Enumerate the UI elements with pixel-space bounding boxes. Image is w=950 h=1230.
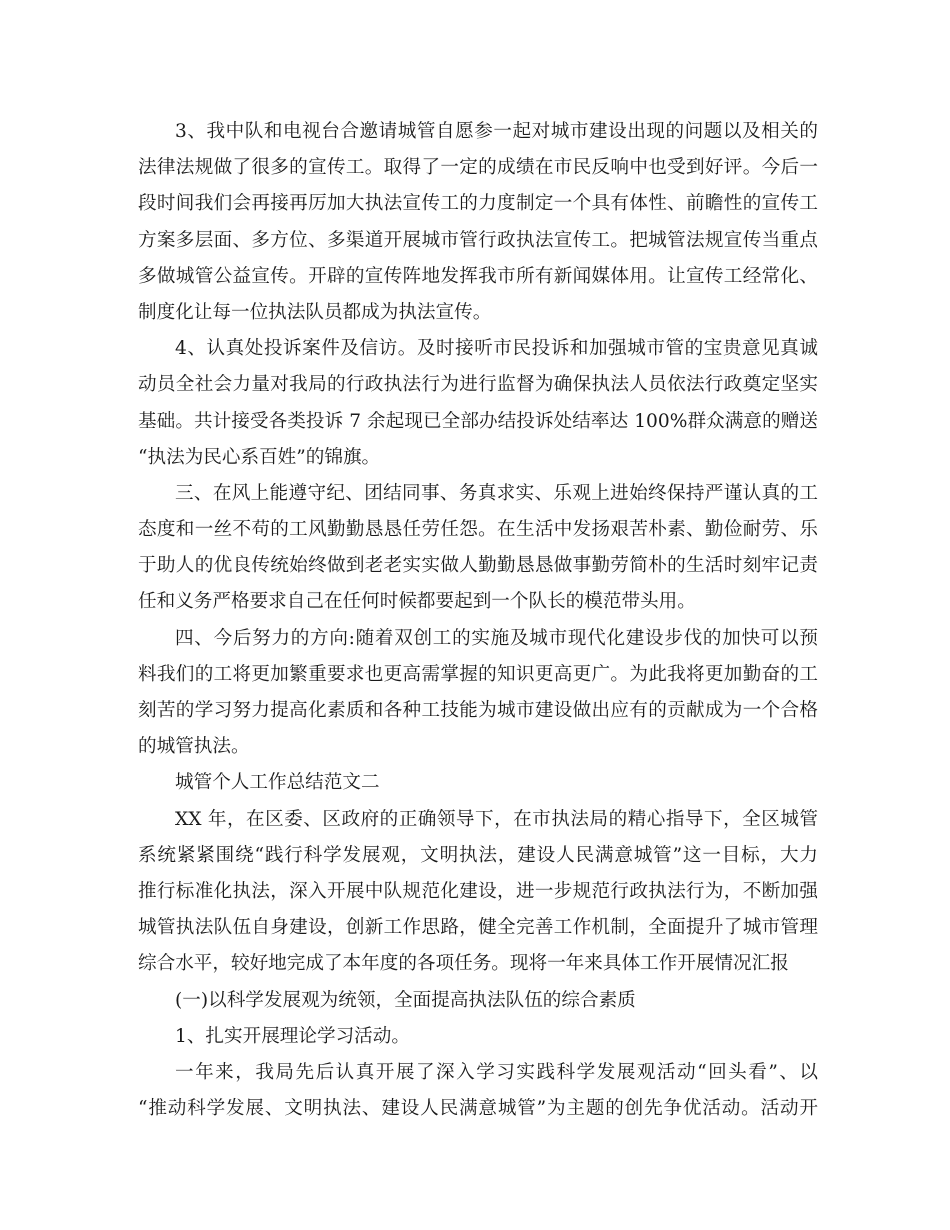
- text-line: 综合水平，较好地完成了本年度的各项任务。现将一年来具体工作开展情况汇报: [138, 953, 789, 975]
- text-line: 4、认真处投诉案件及信访。及时接听市民投诉和加强城市管的宝贵意见真诚: [175, 338, 818, 360]
- text-line: 城管个人工作总结范文二: [175, 772, 380, 794]
- text-line: 方案多层面、多方位、多渠道开展城市管行政执法宣传工。把城管法规宣传当重点: [138, 229, 818, 251]
- text-line: 态度和一丝不苟的工风勤勤恳恳任劳任怨。在生活中发扬艰苦朴素、勤俭耐劳、乐: [138, 519, 818, 541]
- text-line: XX 年，在区委、区政府的正确领导下，在市执法局的精心指导下，全区城管: [175, 808, 818, 830]
- text-line: 四、今后努力的方向:随着双创工的实施及城市现代化建设步伐的加快可以预: [175, 627, 818, 649]
- text-line: 3、我中队和电视台合邀请城管自愿参一起对城市建设出现的问题以及相关的: [175, 121, 818, 142]
- text-line: (一)以科学发展观为统领，全面提高执法队伍的综合素质: [175, 989, 636, 1011]
- text-line: 段时间我们会再接再厉加大执法宣传工的力度制定一个具有体性、前瞻性的宣传工: [138, 193, 818, 215]
- text-line: 法律法规做了很多的宣传工。取得了一定的成绩在市民反响中也受到好评。今后一: [138, 157, 818, 179]
- text-line: 任和义务严格要求自己在任何时候都要起到一个队长的模范带头用。: [138, 591, 696, 613]
- document-body: [138, 114, 818, 1127]
- text-line: 基础。共计接受各类投诉 7 余起现已全部办结投诉处结率达 100%群众满意的赠送: [138, 410, 818, 432]
- text-line: 动员全社会力量对我局的行政执法行为进行监督为确保执法人员依法行政奠定坚实: [138, 374, 818, 396]
- text-line: 一年来，我局先后认真开展了深入学习实践科学发展观活动“回头看”、以: [175, 1061, 818, 1083]
- text-line: “推动科学发展、文明执法、建设人民满意城管”为主题的创先争优活动。活动开: [138, 1098, 818, 1120]
- text-line: 三、在风上能遵守纪、团结同事、务真求实、乐观上进始终保持严谨认真的工: [175, 482, 818, 504]
- text-line: 刻苦的学习努力提高化素质和各种工技能为城市建设做出应有的贡献成为一个合格: [138, 700, 818, 721]
- text-line: “执法为民心系百姓”的锦旗。: [138, 446, 381, 468]
- text-line: 制度化让每一位执法队员都成为执法宣传。: [138, 301, 492, 323]
- text-line: 1、扎实开展理论学习活动。: [175, 1025, 410, 1047]
- text-line: 系统紧紧围绕“践行科学发展观，文明执法，建设人民满意城管”这一目标，大力: [138, 844, 818, 866]
- text-line: 推行标准化执法，深入开展中队规范化建设，进一步规范行政执法行为，不断加强: [138, 880, 818, 902]
- text-line: 于助人的优良传统始终做到老老实实做人勤勤恳恳做事勤劳简朴的生活时刻牢记责: [138, 555, 818, 577]
- text-line: 的城管执法。: [138, 736, 250, 758]
- text-line: 城管执法队伍自身建设，创新工作思路，健全完善工作机制，全面提升了城市管理: [138, 917, 818, 939]
- text-line: 料我们的工将更加繁重要求也更高需掌握的知识更高更广。为此我将更加勤奋的工: [138, 663, 818, 685]
- text-line: 多做城管公益宣传。开辟的宣传阵地发挥我市所有新闻媒体用。让宣传工经常化、: [138, 265, 818, 287]
